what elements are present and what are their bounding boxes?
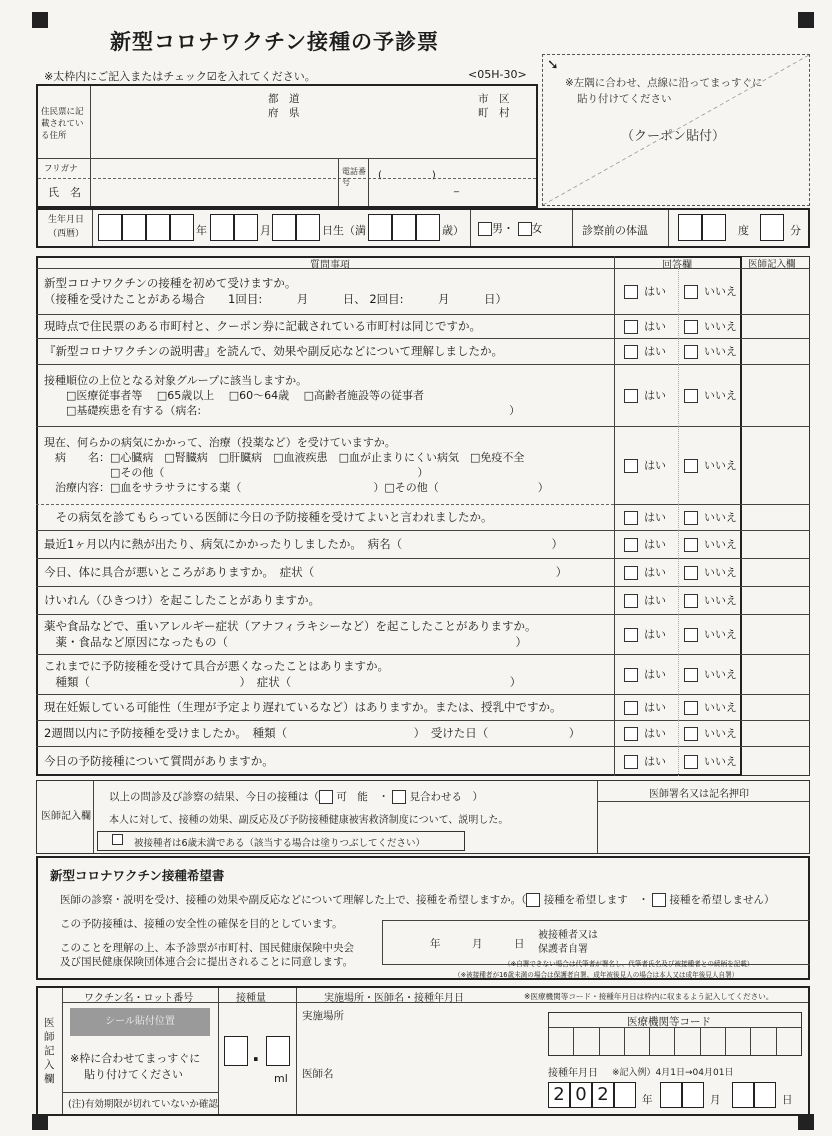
degree-unit: 度 bbox=[738, 224, 749, 237]
phone-field[interactable] bbox=[372, 162, 532, 204]
code-label: 医療機関等コード bbox=[627, 1016, 711, 1028]
no-label: いいえ bbox=[704, 320, 737, 333]
year-unit: 年 bbox=[196, 224, 207, 237]
yes-label: はい bbox=[644, 628, 666, 641]
no-label: いいえ bbox=[704, 668, 737, 681]
consent-p2: このことを理解の上、本予診票が市町村、国民健康保険中央会 bbox=[60, 942, 354, 954]
minute-unit: 分 bbox=[790, 224, 801, 237]
question-line: 最近1ヶ月以内に熱が出たり、病気にかかったりしましたか。 病名（ ） bbox=[44, 537, 564, 551]
doctor-name-label: 医師名 bbox=[302, 1068, 334, 1080]
yes-checkbox[interactable] bbox=[624, 594, 638, 608]
yes-label: はい bbox=[644, 285, 666, 298]
dob-month-box[interactable] bbox=[210, 214, 234, 241]
dose-dot: . bbox=[252, 1042, 260, 1066]
col-vaccine: ワクチン名・ロット番号 bbox=[84, 993, 194, 1004]
arrow-icon: ➘ bbox=[547, 57, 559, 73]
postpone-label: 見合わせる ） bbox=[409, 791, 484, 803]
no-checkbox[interactable] bbox=[684, 389, 698, 403]
yes-checkbox[interactable] bbox=[624, 755, 638, 769]
question-text bbox=[44, 275, 507, 307]
dob-year-box[interactable] bbox=[98, 214, 122, 241]
question-text bbox=[44, 592, 320, 608]
no-checkbox[interactable] bbox=[684, 320, 698, 334]
yes-label: はい bbox=[644, 668, 666, 681]
consent-note-1: （※自署できない場合は代筆者が署名し、代筆者氏名及び被接種者との続柄を記載） bbox=[504, 960, 754, 968]
no-checkbox[interactable] bbox=[684, 285, 698, 299]
question-line: 現時点で住民票のある市町村と、クーポン券に記載されている市町村は同じですか。 bbox=[44, 319, 481, 333]
doctor-name-field[interactable] bbox=[302, 1080, 532, 1110]
ml-unit: ml bbox=[274, 1072, 288, 1085]
name-label: 氏 名 bbox=[48, 186, 81, 199]
city-label: 市 区 町 村 bbox=[478, 93, 520, 119]
stick-note-1: ※枠に合わせてまっすぐに bbox=[70, 1052, 201, 1065]
code-digit-box[interactable] bbox=[650, 1027, 675, 1055]
temp-degree-box[interactable] bbox=[678, 214, 702, 241]
no-label: いいえ bbox=[704, 566, 737, 579]
name-field[interactable] bbox=[94, 180, 334, 204]
question-text bbox=[44, 725, 580, 741]
yes-label: はい bbox=[644, 566, 666, 579]
code-digit-box[interactable] bbox=[675, 1027, 700, 1055]
consent-signature-field[interactable] bbox=[608, 924, 808, 954]
dob-year-box[interactable] bbox=[170, 214, 194, 241]
question-text bbox=[44, 318, 481, 334]
instruction-text: ※太枠内にご記入またはチェック☑を入れてください。 bbox=[44, 70, 316, 83]
yes-label: はい bbox=[644, 345, 666, 358]
yes-checkbox[interactable] bbox=[624, 628, 638, 642]
coupon-label: （クーポン貼付） bbox=[621, 129, 726, 144]
col-answer-header: 回答欄 bbox=[662, 260, 692, 271]
no-checkbox[interactable] bbox=[684, 727, 698, 741]
question-line: □その他（ ） bbox=[44, 466, 429, 479]
question-line: 病 名：□心臓病 □腎臓病 □肝臓病 □血液疾患 □血が止まりにくい病気 □免疫不全 bbox=[44, 451, 525, 464]
question-text bbox=[44, 373, 520, 418]
temp-label: 診察前の体温 bbox=[582, 224, 648, 237]
yes-checkbox[interactable] bbox=[624, 459, 638, 473]
no-checkbox[interactable] bbox=[684, 594, 698, 608]
consent-section bbox=[36, 856, 810, 980]
col-question-header: 質問事項 bbox=[310, 260, 350, 271]
no-label: いいえ bbox=[704, 727, 737, 740]
want-checkbox[interactable] bbox=[526, 893, 540, 907]
consent-note-2: （※被接種者が16歳未満の場合は保護者自署、成年被後見人の場合は本人又は成年後見人自署） bbox=[454, 971, 739, 979]
female-checkbox[interactable] bbox=[518, 222, 532, 236]
consent-p1: この予防接種は、接種の安全性の確保を目的としています。 bbox=[60, 918, 343, 930]
day-unit-bottom: 日 bbox=[782, 1094, 793, 1106]
question-line: 2週間以内に予防接種を受けましたか。 種類（ ） 受けた日（ ） bbox=[44, 726, 581, 740]
no-label: いいえ bbox=[704, 285, 737, 298]
age-box[interactable] bbox=[368, 214, 392, 241]
question-text bbox=[44, 343, 503, 359]
doctor-section bbox=[36, 780, 810, 854]
male-label: 男・ bbox=[492, 222, 514, 235]
question-line: 接種順位の上位となる対象グループに該当しますか。 bbox=[44, 373, 308, 387]
day-digit-box[interactable] bbox=[732, 1082, 754, 1108]
question-line: 『新型コロナワクチンの説明書』を読んで、効果や副反応などについて理解しましたか。 bbox=[44, 344, 503, 358]
age-box[interactable] bbox=[416, 214, 440, 241]
year-digit-box[interactable] bbox=[614, 1082, 636, 1108]
no-label: いいえ bbox=[704, 594, 737, 607]
temp-degree-box[interactable] bbox=[702, 214, 726, 241]
yes-checkbox[interactable] bbox=[624, 389, 638, 403]
yes-checkbox[interactable] bbox=[624, 668, 638, 682]
question-line: 種類（ ） 症状（ ） bbox=[44, 675, 522, 689]
question-line: □医療従事者等 □65歳以上 □60～64歳 □高齢者施設等の従事者 bbox=[44, 388, 425, 402]
col-place: 実施場所・医師名・接種年月日 bbox=[324, 993, 464, 1004]
signature-field[interactable] bbox=[601, 805, 807, 849]
yes-checkbox[interactable] bbox=[624, 538, 638, 552]
possible-label: 可 能 ・ bbox=[336, 791, 389, 803]
code-digit-box[interactable] bbox=[625, 1027, 650, 1055]
phone-dash: _ bbox=[454, 182, 459, 193]
date-label: 接種年月日 bbox=[548, 1068, 598, 1079]
no-checkbox[interactable] bbox=[684, 538, 698, 552]
yes-checkbox[interactable] bbox=[624, 320, 638, 334]
no-checkbox[interactable] bbox=[684, 345, 698, 359]
yes-checkbox[interactable] bbox=[624, 566, 638, 580]
col-doctor-header: 医師記入欄 bbox=[748, 259, 796, 270]
yes-label: はい bbox=[644, 459, 666, 472]
month-digit-box[interactable] bbox=[682, 1082, 704, 1108]
yes-label: はい bbox=[644, 320, 666, 333]
no-checkbox[interactable] bbox=[684, 566, 698, 580]
question-line: 現在、何らかの病気にかかって、治療（投薬など）を受けていますか。 bbox=[44, 436, 396, 449]
question-text bbox=[44, 699, 562, 715]
page-title: 新型コロナワクチン接種の予診票 bbox=[110, 30, 439, 54]
female-label: 女 bbox=[531, 222, 543, 235]
consent-p3: 及び国民健康保険団体連合会に提出されることに同意します。 bbox=[60, 956, 354, 968]
question-text bbox=[44, 618, 536, 650]
question-line: 今日、体に具合が悪いところがありますか。 症状（ ） bbox=[44, 565, 568, 579]
dose-box[interactable] bbox=[224, 1036, 248, 1066]
question-line: （接種を受けたことがある場合 1回目: 月 日、 2回目: 月 日） bbox=[44, 292, 508, 306]
male-checkbox[interactable] bbox=[478, 222, 492, 236]
registration-mark bbox=[798, 12, 814, 28]
under6-box bbox=[97, 831, 465, 851]
notwant-checkbox[interactable] bbox=[652, 893, 666, 907]
address-field[interactable] bbox=[94, 122, 532, 154]
doctor-section-label: 医師記入欄 bbox=[41, 811, 91, 822]
furigana-label: フリガナ bbox=[44, 164, 78, 174]
col-dose: 接種量 bbox=[236, 993, 266, 1004]
age-unit: 歳） bbox=[442, 224, 464, 237]
signature-label: 医師署名又は記名押印 bbox=[649, 789, 749, 800]
yes-label: はい bbox=[644, 594, 666, 607]
yes-checkbox[interactable] bbox=[624, 727, 638, 741]
no-label: いいえ bbox=[704, 389, 737, 402]
coupon-area[interactable] bbox=[542, 54, 810, 206]
doctor-column bbox=[742, 256, 810, 776]
signer-label-1: 被接種者又は bbox=[538, 930, 598, 941]
personal-info-box bbox=[36, 84, 538, 208]
no-label: いいえ bbox=[704, 628, 737, 641]
code-digit-box[interactable] bbox=[777, 1027, 801, 1055]
place-label: 実施場所 bbox=[302, 1010, 344, 1022]
stick-note-2: 貼り付けてください bbox=[84, 1068, 183, 1081]
registration-mark bbox=[798, 1114, 814, 1130]
temp-minute-box[interactable] bbox=[760, 214, 784, 241]
question-text bbox=[44, 753, 274, 769]
coupon-note-2: 貼り付けてください bbox=[577, 93, 672, 105]
code-box bbox=[548, 1012, 802, 1056]
yes-label: はい bbox=[644, 755, 666, 768]
no-checkbox[interactable] bbox=[684, 628, 698, 642]
month-unit-bottom: 月 bbox=[710, 1094, 721, 1106]
yes-label: はい bbox=[644, 511, 666, 524]
address-label: 住民票に記載されている住所 bbox=[41, 107, 84, 141]
question-text bbox=[44, 658, 521, 690]
yes-label: はい bbox=[644, 701, 666, 714]
yes-checkbox[interactable] bbox=[624, 345, 638, 359]
form-code: <05H-30> bbox=[468, 68, 527, 81]
year-digit-box[interactable]: 0 bbox=[570, 1082, 592, 1108]
expiry-note: (注)有効期限が切れていないか確認 bbox=[68, 1099, 218, 1110]
signer-label-2: 保護者自署 bbox=[538, 944, 588, 955]
yes-checkbox[interactable] bbox=[624, 511, 638, 525]
side-label: 医師記入欄 bbox=[44, 1017, 55, 1085]
question-line: □基礎疾患を有する（病名: ） bbox=[44, 403, 521, 417]
dob-year-box[interactable] bbox=[146, 214, 170, 241]
under6-label: 被接種者は6歳未満である（該当する場合は塗りつぶしてください） bbox=[134, 838, 426, 849]
code-digit-box[interactable] bbox=[549, 1027, 574, 1055]
question-line: 薬や食品などで、重いアレルギー症状（アナフィラキシーなど）を起こしたことがありますか。 bbox=[44, 619, 537, 633]
day-digit-box[interactable] bbox=[754, 1082, 776, 1108]
bottom-note: ※医療機関等コード・接種年月日は枠内に収まるよう記入してください。 bbox=[524, 992, 774, 1001]
consent-date: 年 月 日 bbox=[430, 938, 525, 950]
registration-mark bbox=[32, 1114, 48, 1130]
age-box[interactable] bbox=[392, 214, 416, 241]
month-unit: 月 bbox=[260, 224, 271, 237]
code-digit-box[interactable] bbox=[701, 1027, 726, 1055]
no-label: いいえ bbox=[704, 755, 737, 768]
question-line: その病気を診てもらっている医師に今日の予防接種を受けてよいと言われましたか。 bbox=[44, 510, 493, 524]
code-digit-box[interactable] bbox=[751, 1027, 776, 1055]
under6-checkbox[interactable] bbox=[112, 834, 123, 845]
question-line: 今日の予防接種について質問がありますか。 bbox=[44, 754, 274, 768]
registration-mark bbox=[32, 12, 48, 28]
question-line: 治療内容：□血をサラサラにする薬（ ）□その他（ ） bbox=[44, 481, 549, 494]
no-checkbox[interactable] bbox=[684, 755, 698, 769]
phone-parens: ( ) bbox=[378, 170, 436, 181]
dose-box[interactable] bbox=[266, 1036, 290, 1066]
yes-label: はい bbox=[644, 389, 666, 402]
year-digit-box[interactable]: 2 bbox=[548, 1082, 570, 1108]
doctor-line2: 本人に対して、接種の効果、副反応及び予防接種健康被害救済制度について、説明した。 bbox=[109, 815, 509, 826]
no-label: いいえ bbox=[704, 459, 737, 472]
day-age-label: 日生（満 bbox=[322, 224, 366, 237]
no-checkbox[interactable] bbox=[684, 701, 698, 715]
consent-title: 新型コロナワクチン接種希望書 bbox=[50, 868, 225, 883]
dob-day-box[interactable] bbox=[296, 214, 320, 241]
notwant-label: 接種を希望しません） bbox=[669, 894, 775, 906]
place-field[interactable] bbox=[302, 1022, 532, 1062]
year-unit-bottom: 年 bbox=[642, 1094, 653, 1106]
prefecture-label: 都 道 府 県 bbox=[268, 93, 310, 119]
date-example: ※記入例）4月1日→04月01日 bbox=[612, 1068, 734, 1078]
no-label: いいえ bbox=[704, 345, 737, 358]
dob-month-box[interactable] bbox=[234, 214, 258, 241]
question-line: 現在妊娠している可能性（生理が予定より遅れているなど）はありますか。または、授乳中ですか。 bbox=[44, 700, 562, 714]
question-text bbox=[44, 536, 563, 552]
question-line: 薬・食品など原因になったもの（ ） bbox=[44, 635, 527, 649]
vaccination-record bbox=[36, 986, 810, 1116]
possible-checkbox[interactable] bbox=[319, 790, 333, 804]
postpone-checkbox[interactable] bbox=[392, 790, 406, 804]
doctor-line1: 以上の問診及び診察の結果、今日の接種は（ 可 能 ・ 見合わせる ） bbox=[109, 791, 484, 803]
no-checkbox[interactable] bbox=[684, 459, 698, 473]
question-text bbox=[44, 435, 549, 495]
yes-label: はい bbox=[644, 538, 666, 551]
question-line: けいれん（ひきつけ）を起こしたことがありますか。 bbox=[44, 593, 320, 607]
question-text bbox=[44, 509, 493, 525]
no-checkbox[interactable] bbox=[684, 668, 698, 682]
phone-label: 電話番号 bbox=[342, 167, 366, 187]
month-digit-box[interactable] bbox=[660, 1082, 682, 1108]
question-line: これまでに予防接種を受けて具合が悪くなったことはありますか。 bbox=[44, 659, 389, 673]
year-digit-box[interactable]: 2 bbox=[592, 1082, 614, 1108]
dob-label: 生年月日（西暦） bbox=[47, 215, 84, 239]
coupon-note: ※左隅に合わせ、点線に沿ってまっすぐに bbox=[565, 77, 763, 89]
yes-label: はい bbox=[644, 727, 666, 740]
dob-row bbox=[36, 208, 810, 248]
seal-position[interactable]: シール貼付位置 bbox=[70, 1008, 210, 1036]
no-label: いいえ bbox=[704, 511, 737, 524]
no-label: いいえ bbox=[704, 538, 737, 551]
dob-year-box[interactable] bbox=[122, 214, 146, 241]
yes-checkbox[interactable] bbox=[624, 285, 638, 299]
code-digit-box[interactable] bbox=[726, 1027, 751, 1055]
no-checkbox[interactable] bbox=[684, 511, 698, 525]
no-label: いいえ bbox=[704, 701, 737, 714]
dob-day-box[interactable] bbox=[272, 214, 296, 241]
consent-question: 医師の診察・説明を受け、接種の効果や副反応などについて理解した上で、接種を希望しますか。（ 接種を希望します ・ 接種を希望しません） bbox=[60, 894, 775, 906]
yes-checkbox[interactable] bbox=[624, 701, 638, 715]
code-digit-box[interactable] bbox=[574, 1027, 599, 1055]
want-label: 接種を希望します ・ bbox=[543, 894, 649, 906]
code-digit-box[interactable] bbox=[600, 1027, 625, 1055]
question-line: 新型コロナワクチンの接種を初めて受けますか。 bbox=[44, 276, 297, 290]
question-text bbox=[44, 564, 567, 580]
